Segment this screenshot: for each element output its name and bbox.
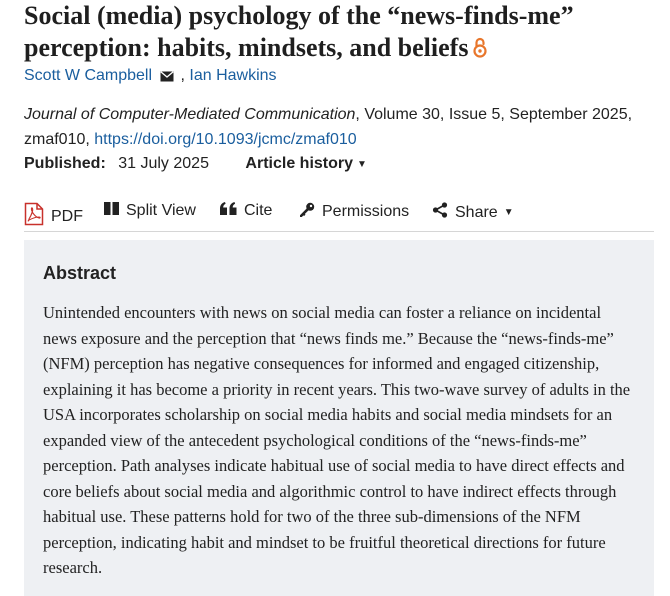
open-access-icon (472, 35, 488, 67)
published-label: Published: (24, 155, 106, 172)
article-toolbar (24, 198, 654, 232)
share-label: Share (455, 203, 498, 221)
split-view-label: Split View (126, 202, 196, 219)
cite-label: Cite (244, 202, 273, 219)
pdf-button[interactable] (24, 202, 83, 231)
doi-link[interactable]: https://doi.org/10.1093/jcmc/zmaf010 (94, 131, 357, 148)
share-button[interactable] (432, 202, 514, 223)
caret-down-icon: ▼ (357, 159, 367, 170)
abstract-heading: Abstract (43, 263, 117, 283)
permissions-button[interactable] (300, 202, 409, 222)
abstract-text: Unintended encounters with news on social media can foster a reliance on incidental news exposure and the perception that “news finds me.” Because the “news-finds-me” (NFM) perception has negative consequences for informed and engaged citizenship, explaining it has become a priority in recent years. This two-wave survey of adults in the USA incorporates scholarship on social media habits and social media mindsets for an expanded view of the antecedent psychological conditions of the “news-finds-me” perception. Path analyses indicate habitual use of social media to have direct effects and core beliefs about social media and algorithmic control to have indirect effects through habitual use. These patterns hold for two of the three sub-dimensions of the NFM perception, indicating habit and mindset to be fruitful theoretical directions for future research. (43, 303, 631, 577)
journal-name: Journal of Computer-Mediated Communication (24, 106, 356, 123)
pdf-icon (24, 202, 51, 231)
citation (24, 102, 664, 152)
article-history-label: Article history (245, 155, 354, 172)
citation-details: , Volume 30, Issue 5, September 2025, zmaf010, (24, 106, 633, 148)
permissions-label: Permissions (322, 203, 410, 220)
pdf-label: PDF (51, 207, 83, 225)
email-icon[interactable] (160, 68, 174, 88)
key-icon (300, 202, 322, 222)
article-title (24, 0, 654, 67)
cite-button[interactable] (220, 202, 272, 220)
author-link-1[interactable]: Scott W Campbell (24, 67, 153, 84)
share-icon (432, 202, 455, 223)
quote-icon (220, 202, 244, 220)
author-list (24, 66, 277, 88)
author-link-2[interactable]: Ian Hawkins (189, 67, 277, 84)
split-view-icon (104, 202, 126, 220)
published-date: 31 July 2025 (118, 155, 209, 172)
publication-info (24, 154, 367, 175)
abstract-panel (24, 240, 654, 596)
article-history-toggle[interactable] (245, 155, 367, 172)
share-caret-down-icon: ▼ (503, 207, 514, 218)
split-view-button[interactable] (104, 202, 196, 220)
article-title-text: Social (media) psychology of the “news-finds-me” perception: habits, mindsets, and beliefs (24, 1, 574, 62)
author-separator: , (180, 67, 185, 84)
